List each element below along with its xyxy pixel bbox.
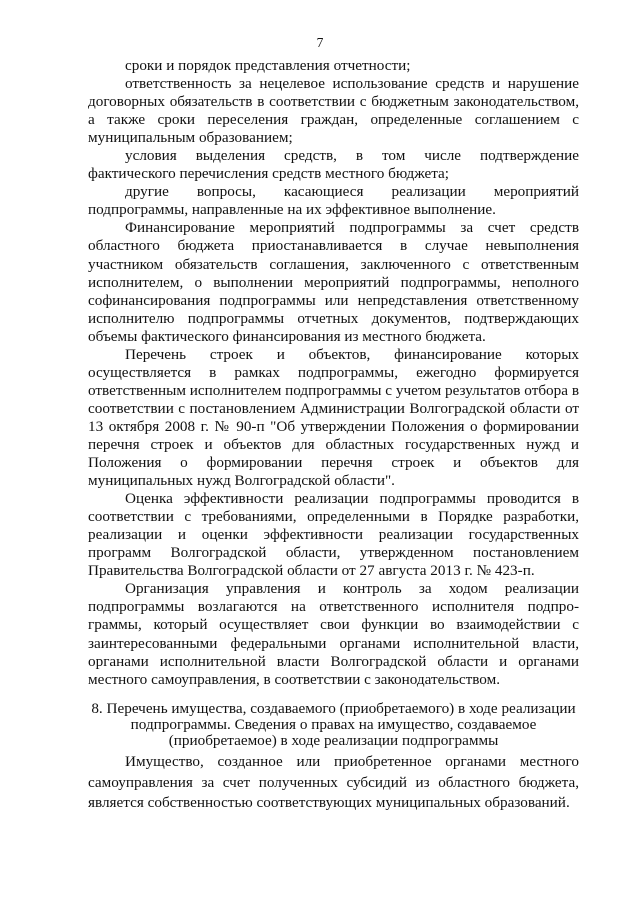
paragraph-other-questions: другие вопросы, касающиеся реализации мероприятий подпрограммы, направленные на их эффективное выполнение. [88, 183, 579, 219]
paragraph-responsibility: ответственность за нецелевое использование средств и нарушение договорных обязательств в соответствии с бюджетным законодательством, а также сроки переселения граждан, определенные соглашением с муниципальным образованием; [88, 75, 579, 147]
final-section [88, 752, 579, 814]
paragraph-reporting: сроки и порядок представления отчетности; [125, 57, 411, 74]
page-number: 7 [316, 35, 324, 50]
paragraph-property: Имущество, созданное или приобретенное органами местного самоуправления за счет полученных субсидий из областного бюджета, является собственностью соответствующих муниципальных образований. [88, 753, 579, 811]
paragraph-efficiency: Оценка эффективности реализации подпрограммы проводится в соответствии с требованиями, определенными в Порядке разработки, реализации и оценки эффективности реализации государственных программ Волгоградской области, утвержденном постановлением Правительства Волгоградской области от 27 августа 2013 г. № 423-п. [88, 490, 579, 580]
paragraph-objects-list: Перечень строек и объектов, финансирование которых осуществляется в рамках подпрограммы, ежегодно формируется ответственным исполнителем подпрограммы с учетом результатов отбора в соответствии с постановлением Администрации Волгоградской области от 13 октября 2008 г. № 90-п "Об утверждении Положения о формировании перечня строек и объектов для областных государственных нужд и Положения о формировании перечня строек и объектов для муниципальных нужд Волгоградской области". [88, 345, 579, 490]
paragraph-management: Организация управления и контроль за ходом реализации подпрограммы возлагаются на ответственного исполнителя подпрограммы, который осуществляет свои функции во взаимодействии с заинтересованными федеральными органами исполнительной власти, органами исполнительной власти Волгоградской области и органами местного самоуправления, в соответствии с законодательством. [88, 580, 579, 688]
document-body [88, 57, 579, 689]
paragraph-conditions: условия выделения средств, в том числе подтверждение фактического перечисления средств местного бюджета; [88, 147, 579, 183]
section-heading: 8. Перечень имущества, создаваемого (приобретаемого) в ходе реализации подпрограммы. Сведения о правах на имущество, создаваемое (приобретаемое) в ходе реализации подпрограммы [91, 700, 576, 749]
paragraph-financing: Финансирование мероприятий подпрограммы за счет средств областного бюджета приостанавливается в случае невыполнения участником обязательств соглашения, заключенного с ответственным исполнителем, о выполнении мероприятий подпрограммы, неполного софинансирования подпрограммы или непредставления ответственному исполнителю подпрограммы отчетных документов, подтверждающих объемы фактического финансирования из местного бюджета. [88, 219, 579, 345]
